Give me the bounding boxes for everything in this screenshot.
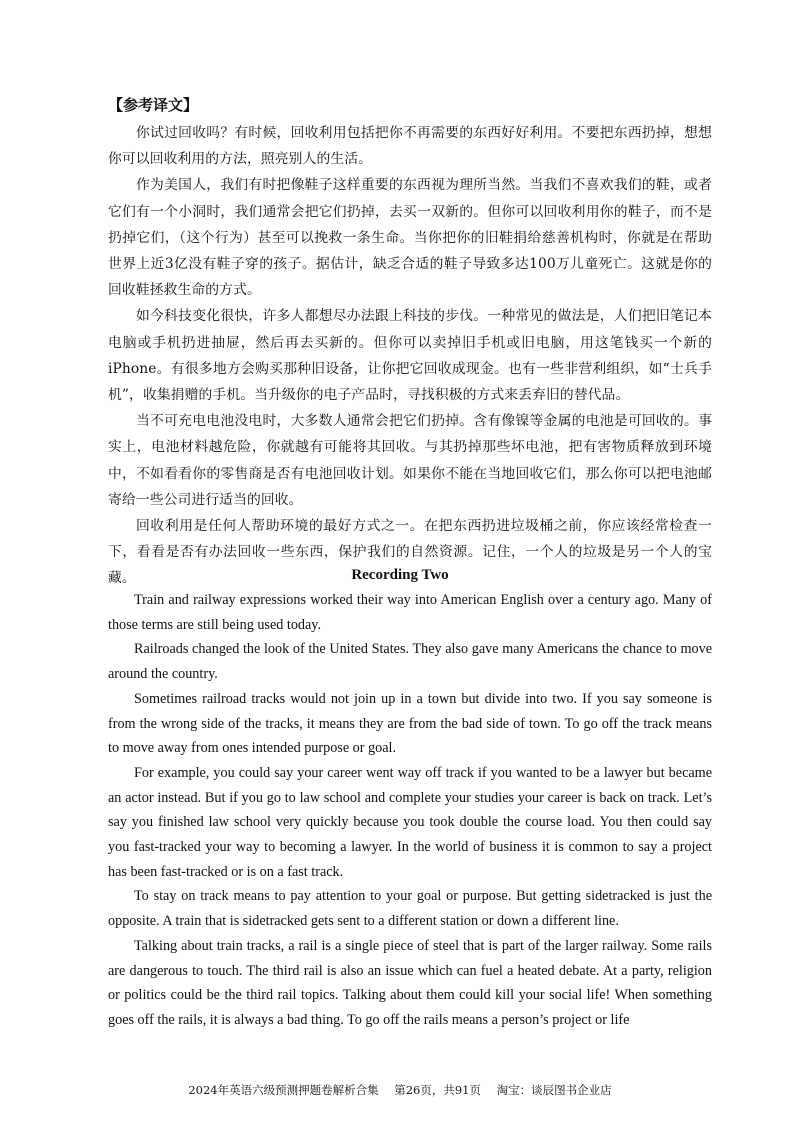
translation-paragraph: 作为美国人，我们有时把像鞋子这样重要的东西视为理所当然。当我们不喜欢我们的鞋，或者它们有一个小洞时，我们通常会把它们扔掉，去买一双新的。但你可以回收利用你的鞋子，而不是扔掉它们，（这个行为）甚至可以挽救一条生命。当你把你的旧鞋捐给慈善机构时，你就是在帮助世界上近3亿没有鞋子穿的孩子。据估计，缺乏合适的鞋子导致多达100万儿童死亡。这就是你的回收鞋拯救生命的方式。 (108, 177, 712, 299)
recording-title: Recording Two (351, 567, 449, 583)
translation-paragraph: 回收利用是任何人帮助环境的最好方式之一。在把东西扔进垃圾桶之前，你应该经常检查一下，看看是否有办法回收一些东西，保护我们的自然资源。记住，一个人的垃圾是另一个人的宝藏。 (108, 518, 712, 587)
footer-page-number: 第26页，共91页 (394, 1083, 482, 1097)
transcript-paragraph: Train and railway expressions worked their way into American English over a century ago. Many of those terms are still being used today. (108, 592, 712, 633)
translation-paragraph: 如今科技变化很快，许多人都想尽办法跟上科技的步伐。一种常见的做法是，人们把旧笔记本电脑或手机扔进抽屉，然后再去买新的。但你可以卖掉旧手机或旧电脑，用这笔钱买一个新的iPhone。有很多地方会购买那种旧设备，让你把它回收成现金。也有一些非营利组织，如“士兵手机”，收集捐赠的手机。当升级你的电子产品时，寻找积极的方式来丢弃旧的替代品。 (108, 308, 712, 404)
transcript-paragraph: For example, you could say your career went way off track if you wanted to be a lawyer but became an actor instead. But if you go to law school and complete your studies your career is back on track. Let’s say you finished law school very quickly because you took double the course load. You then could say you fast-tracked your way to becoming a lawyer. In the world of business it is common to say a project has been fast-tracked or is on a fast track. (108, 764, 712, 880)
reference-translation (108, 92, 712, 592)
recording-transcript (108, 588, 712, 1033)
translation-paragraph: 你试过回收吗？有时候，回收利用包括把你不再需要的东西好好利用。不要把东西扔掉，想想你可以回收利用的方法，照亮别人的生活。 (108, 125, 712, 168)
transcript-paragraph: Sometimes railroad tracks would not join up in a town but divide into two. If you say someone is from the wrong side of the tracks, it means they are from the bad side of town. To go off the track means to move away from ones intended purpose or goal. (108, 690, 712, 757)
page-footer (0, 1082, 800, 1098)
translation-heading: 【参考译文】 (108, 96, 199, 114)
transcript-paragraph: Talking about train tracks, a rail is a single piece of steel that is part of the larger railway. Some rails are dangerous to touch. The third rail is also an issue which can fuel a heated debate. At a party, religion or politics could be the third rail topics. Talking about them could kill your social life! When something goes off the rails, it is always a bad thing. To go off the rails means a person’s project or life (108, 937, 712, 1028)
translation-paragraph: 当不可充电电池没电时，大多数人通常会把它们扔掉。含有像镍等金属的电池是可回收的。事实上，电池材料越危险，你就越有可能将其回收。与其扔掉那些坏电池，把有害物质释放到环境中，不如看看你的零售商是否有电池回收计划。如果你不能在当地回收它们，那么你可以把电池邮寄给一些公司进行适当的回收。 (108, 413, 712, 508)
footer-shop: 淘宝：谈辰图书企业店 (496, 1083, 612, 1097)
transcript-paragraph: Railroads changed the look of the United States. They also gave many Americans the chance to move around the country. (108, 641, 712, 683)
transcript-paragraph: To stay on track means to pay attention to your goal or purpose. But getting sidetracked is just the opposite. A train that is sidetracked gets sent to a different station or down a different line. (108, 888, 712, 930)
footer-collection-title: 2024年英语六级预测押题卷解析合集 (188, 1083, 379, 1097)
